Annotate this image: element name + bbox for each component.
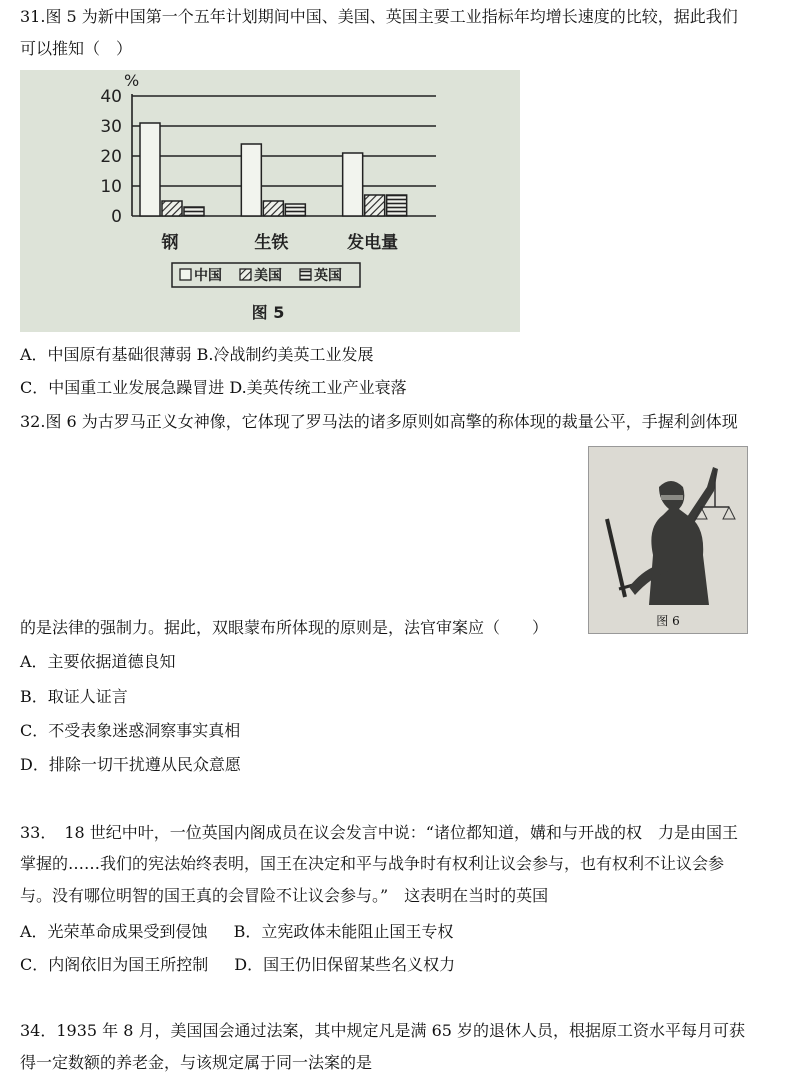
bar-中国-钢 (140, 123, 160, 216)
q31-options-line2: C．中国重工业发展急躁冒进 D.美英传统工业产业衰落 (20, 378, 407, 397)
y-tick-label: 10 (100, 177, 122, 197)
q33-option-a: A．光荣革命成果受到侵蚀 (20, 922, 208, 941)
bar-中国-发电量 (343, 153, 363, 216)
justitia-statue-image (589, 447, 747, 633)
q32-stem-line2: 的是法律的强制力。据此，双眼蒙布所体现的原则是，法官审案应（ ） (20, 618, 549, 637)
q32-option-c: C．不受表象迷惑洞察事实真相 (20, 721, 241, 740)
q32-option-b: B．取证人证言 (20, 687, 128, 706)
q33-option-d: D．国王仍旧保留某些名义权力 (234, 955, 456, 974)
figure-5-chart (20, 70, 520, 332)
bar-英国-钢 (184, 207, 204, 216)
q33-options-row2 (20, 954, 455, 976)
q32-option-a: A．主要依据道德良知 (20, 652, 176, 671)
q33-stem-line1: 33． 18 世纪中叶，一位英国内阁成员在议会发言中说：“诸位都知道，媾和与开战的权 力是由国王 (20, 823, 738, 842)
y-tick-label: 20 (100, 147, 122, 167)
y-tick-label: 30 (100, 117, 122, 137)
bar-美国-钢 (162, 201, 182, 216)
q33-stem-line3: 与。没有哪位明智的国王真的会冒险不让议会参与。” 这表明在当时的英国 (20, 886, 549, 905)
legend-label: 美国 (254, 268, 282, 284)
x-category-label: 生铁 (254, 233, 289, 253)
q33-option-b: B．立宪政体未能阻止国王专权 (233, 922, 454, 941)
bar-chart-svg (20, 70, 520, 332)
x-category-label: 发电量 (347, 233, 399, 253)
bar-美国-生铁 (263, 201, 283, 216)
bar-美国-发电量 (365, 195, 385, 216)
bar-英国-生铁 (285, 204, 305, 216)
legend-swatch (240, 269, 251, 280)
legend-swatch (300, 269, 311, 280)
q33-option-c: C．内阁依旧为国王所控制 (20, 955, 209, 974)
q31-options-line1: A．中国原有基础很薄弱 B.冷战制约美英工业发展 (20, 345, 374, 364)
y-tick-label: 0 (111, 207, 122, 227)
y-axis-unit-label: % (124, 71, 140, 90)
q32-option-d: D．排除一切干扰遵从民众意愿 (20, 755, 241, 774)
q31-stem-line1: 31.图 5 为新中国第一个五年计划期间中国、美国、英国主要工业指标年均增长速度的比较，据此我们 (20, 7, 738, 26)
q34-stem-line2: 得一定数额的养老金，与该规定属于同一法案的是 (20, 1053, 373, 1072)
x-category-label: 钢 (161, 233, 179, 253)
q34-stem-line1: 34．1935 年 8 月，美国国会通过法案，其中规定凡是满 65 岁的退休人员，根据原工资水平每月可获 (20, 1021, 746, 1040)
figure-6-justitia (588, 446, 748, 634)
legend-swatch (180, 269, 191, 280)
y-tick-label: 40 (100, 87, 122, 107)
q31-stem-line2: 可以推知（ ） (20, 39, 133, 58)
figure-6-caption: 图 6 (656, 614, 680, 628)
bar-英国-发电量 (387, 195, 407, 216)
q33-stem-line2: 掌握的……我们的宪法始终表明，国王在决定和平与战争时有权利让议会参与，也有权利不让议会参 (20, 854, 725, 873)
legend-label: 英国 (314, 268, 342, 284)
q33-options-row1 (20, 921, 453, 943)
legend-label: 中国 (194, 268, 222, 284)
q32-stem-line1: 32.图 6 为古罗马正义女神像，它体现了罗马法的诸多原则如高擎的称体现的裁量公平，手握利剑体现 (20, 412, 738, 431)
figure-5-caption: 图 5 (251, 303, 285, 322)
bar-中国-生铁 (241, 144, 261, 216)
